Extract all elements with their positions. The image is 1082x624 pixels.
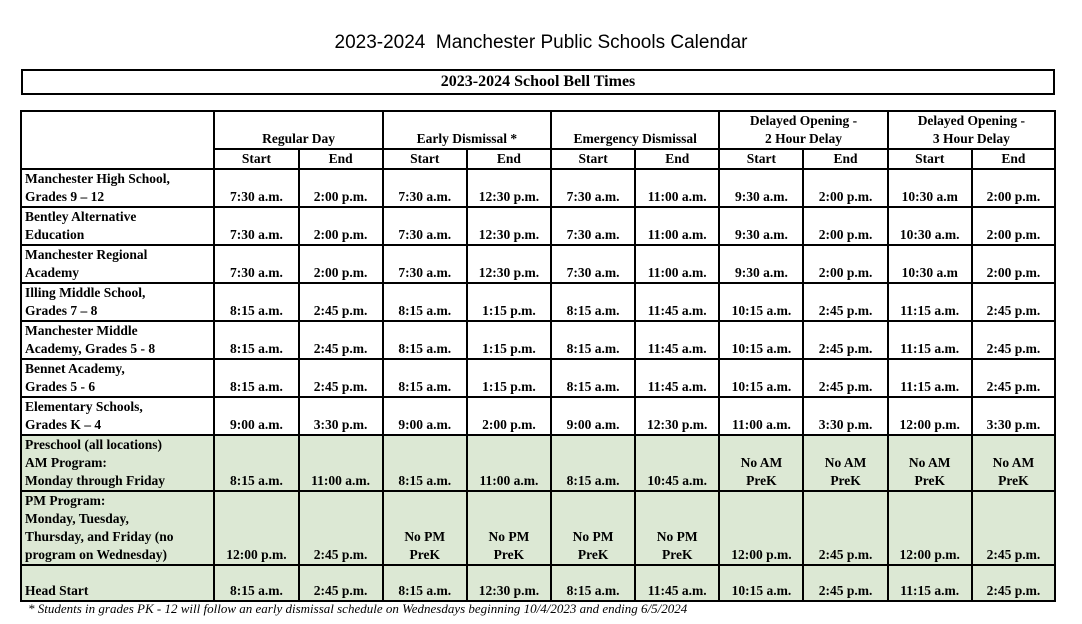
- start-time-cell: 8:15 a.m.: [214, 321, 298, 359]
- start-header: Start: [719, 149, 803, 169]
- end-time-cell: 3:30 p.m.: [299, 397, 383, 435]
- start-time-cell: 10:30 a.m.: [888, 207, 972, 245]
- table-row: [21, 169, 1055, 207]
- end-header: End: [635, 149, 719, 169]
- start-time-cell: 7:30 a.m.: [551, 245, 635, 283]
- table-row: [21, 245, 1055, 283]
- end-time-cell: 2:00 p.m.: [972, 169, 1055, 207]
- bell-times-table: [20, 110, 1056, 602]
- end-time-cell: 12:30 p.m.: [467, 207, 551, 245]
- end-time-cell: 12:30 p.m.: [467, 565, 551, 601]
- group-title-line1: [218, 112, 378, 130]
- column-group-header: [888, 111, 1055, 149]
- group-title-line2: Early Dismissal *: [416, 131, 518, 146]
- end-time-cell: No PM PreK: [635, 491, 719, 565]
- end-time-cell: 2:45 p.m.: [803, 565, 887, 601]
- start-time-cell: 12:00 p.m.: [888, 491, 972, 565]
- end-header: End: [972, 149, 1055, 169]
- school-label-line: Grades 7 – 8: [25, 303, 98, 318]
- school-label-line: AM Program:: [25, 455, 107, 470]
- start-time-cell: 11:00 a.m.: [719, 397, 803, 435]
- start-time-cell: 11:15 a.m.: [888, 283, 972, 321]
- table-row: [21, 207, 1055, 245]
- start-time-cell: 12:00 p.m.: [888, 397, 972, 435]
- school-label-line: Grades 5 - 6: [25, 379, 96, 394]
- start-header: Start: [383, 149, 467, 169]
- school-label: [21, 435, 214, 491]
- start-time-cell: 9:30 a.m.: [719, 207, 803, 245]
- end-time-cell: 12:30 p.m.: [635, 397, 719, 435]
- group-title-line1: [555, 112, 715, 130]
- school-label-line: Illing Middle School,: [25, 285, 146, 300]
- end-time-cell: 2:45 p.m.: [299, 283, 383, 321]
- end-time-cell: 2:45 p.m.: [299, 565, 383, 601]
- start-time-cell: 7:30 a.m.: [383, 245, 467, 283]
- header-corner: [21, 111, 214, 169]
- end-time-cell: 2:00 p.m.: [299, 207, 383, 245]
- end-time-cell: 2:45 p.m.: [803, 283, 887, 321]
- start-time-cell: 10:30 a.m: [888, 245, 972, 283]
- school-label: [21, 245, 214, 283]
- start-time-cell: 11:15 a.m.: [888, 565, 972, 601]
- table-row: [21, 283, 1055, 321]
- start-time-cell: 9:30 a.m.: [719, 245, 803, 283]
- school-label-line: program on Wednesday): [25, 547, 168, 562]
- end-time-cell: 11:00 a.m.: [635, 245, 719, 283]
- end-time-cell: 1:15 p.m.: [467, 321, 551, 359]
- group-title-line2: 2 Hour Delay: [764, 131, 842, 146]
- end-time-cell: 2:45 p.m.: [972, 321, 1055, 359]
- end-time-cell: 2:00 p.m.: [972, 207, 1055, 245]
- start-header: Start: [214, 149, 298, 169]
- start-time-cell: No AM PreK: [719, 435, 803, 491]
- end-time-cell: 12:30 p.m.: [467, 169, 551, 207]
- school-label-line: Grades 9 – 12: [25, 189, 105, 204]
- start-header: Start: [888, 149, 972, 169]
- end-time-cell: 2:45 p.m.: [299, 321, 383, 359]
- school-label-line: Academy: [25, 265, 79, 280]
- school-label-line: PM Program:: [25, 493, 106, 508]
- end-time-cell: 2:00 p.m.: [803, 207, 887, 245]
- start-header: Start: [551, 149, 635, 169]
- school-label-line: Head Start: [25, 583, 89, 598]
- group-title-line1: [387, 112, 547, 130]
- group-title-line2: Regular Day: [262, 131, 335, 146]
- end-time-cell: 2:00 p.m.: [299, 169, 383, 207]
- table-row: [21, 435, 1055, 491]
- school-label: [21, 397, 214, 435]
- start-time-cell: 12:00 p.m.: [214, 491, 298, 565]
- group-title-line1: Delayed Opening -: [749, 113, 858, 128]
- table-row: [21, 359, 1055, 397]
- school-label-line: Grades K – 4: [25, 417, 102, 432]
- start-time-cell: 7:30 a.m.: [214, 207, 298, 245]
- end-time-cell: 2:00 p.m.: [803, 245, 887, 283]
- school-label-line: Bennet Academy,: [25, 361, 125, 376]
- end-time-cell: 1:15 p.m.: [467, 359, 551, 397]
- end-time-cell: 2:45 p.m.: [972, 283, 1055, 321]
- end-time-cell: 11:00 a.m.: [635, 169, 719, 207]
- school-label-line: Elementary Schools,: [25, 399, 143, 414]
- school-label-line: Monday through Friday: [25, 473, 166, 488]
- end-time-cell: 3:30 p.m.: [803, 397, 887, 435]
- column-group-header: [383, 111, 551, 149]
- table-row: [21, 565, 1055, 601]
- end-time-cell: 2:45 p.m.: [972, 359, 1055, 397]
- start-time-cell: 9:00 a.m.: [551, 397, 635, 435]
- school-label: [21, 359, 214, 397]
- school-label-line: Bentley Alternative: [25, 209, 137, 224]
- table-row: [21, 397, 1055, 435]
- start-time-cell: 7:30 a.m.: [551, 207, 635, 245]
- start-time-cell: 11:15 a.m.: [888, 359, 972, 397]
- school-label: [21, 207, 214, 245]
- end-time-cell: 1:15 p.m.: [467, 283, 551, 321]
- start-time-cell: 8:15 a.m.: [551, 321, 635, 359]
- end-time-cell: No PM PreK: [467, 491, 551, 565]
- start-time-cell: 11:15 a.m.: [888, 321, 972, 359]
- school-label-line: Academy, Grades 5 - 8: [25, 341, 156, 356]
- start-time-cell: 8:15 a.m.: [551, 359, 635, 397]
- end-time-cell: 2:00 p.m.: [803, 169, 887, 207]
- end-time-cell: 11:00 a.m.: [299, 435, 383, 491]
- end-time-cell: 2:45 p.m.: [972, 565, 1055, 601]
- end-time-cell: 11:45 a.m.: [635, 321, 719, 359]
- column-group-header: [551, 111, 719, 149]
- end-time-cell: No AM PreK: [972, 435, 1055, 491]
- end-time-cell: 2:45 p.m.: [803, 321, 887, 359]
- school-label: [21, 321, 214, 359]
- start-time-cell: No PM PreK: [383, 491, 467, 565]
- end-time-cell: 11:45 a.m.: [635, 565, 719, 601]
- end-time-cell: 12:30 p.m.: [467, 245, 551, 283]
- end-time-cell: 11:45 a.m.: [635, 359, 719, 397]
- start-time-cell: 8:15 a.m.: [383, 321, 467, 359]
- start-time-cell: 10:15 a.m.: [719, 359, 803, 397]
- start-time-cell: 8:15 a.m.: [214, 359, 298, 397]
- start-time-cell: 10:15 a.m.: [719, 565, 803, 601]
- end-time-cell: 2:45 p.m.: [299, 491, 383, 565]
- end-time-cell: 2:45 p.m.: [299, 359, 383, 397]
- start-time-cell: 8:15 a.m.: [214, 283, 298, 321]
- column-group-header: [214, 111, 382, 149]
- end-header: End: [803, 149, 887, 169]
- school-label-line: Education: [25, 227, 85, 242]
- start-time-cell: 7:30 a.m.: [383, 169, 467, 207]
- start-time-cell: 8:15 a.m.: [214, 435, 298, 491]
- start-time-cell: 8:15 a.m.: [383, 283, 467, 321]
- end-time-cell: 2:00 p.m.: [299, 245, 383, 283]
- end-header: End: [299, 149, 383, 169]
- start-time-cell: 8:15 a.m.: [214, 565, 298, 601]
- start-time-cell: 10:15 a.m.: [719, 321, 803, 359]
- start-time-cell: 9:00 a.m.: [383, 397, 467, 435]
- end-time-cell: 2:45 p.m.: [972, 491, 1055, 565]
- end-time-cell: 10:45 a.m.: [635, 435, 719, 491]
- footnote: * Students in grades PK - 12 will follow an early dismissal schedule on Wednesdays beginning 10/4/2023 and ending 6/5/2024: [28, 601, 688, 616]
- school-label: [21, 491, 214, 565]
- table-title: 2023-2024 School Bell Times: [21, 69, 1055, 95]
- page-title: 2023-2024 Manchester Public Schools Calendar: [334, 32, 748, 53]
- start-time-cell: 10:30 a.m: [888, 169, 972, 207]
- start-time-cell: 7:30 a.m.: [214, 245, 298, 283]
- start-time-cell: No AM PreK: [888, 435, 972, 491]
- table-row: [21, 321, 1055, 359]
- start-time-cell: 7:30 a.m.: [551, 169, 635, 207]
- school-label: [21, 283, 214, 321]
- start-time-cell: 8:15 a.m.: [551, 435, 635, 491]
- end-time-cell: 2:00 p.m.: [467, 397, 551, 435]
- end-time-cell: 2:45 p.m.: [803, 491, 887, 565]
- column-group-header: [719, 111, 887, 149]
- start-time-cell: 7:30 a.m.: [383, 207, 467, 245]
- end-time-cell: 11:45 a.m.: [635, 283, 719, 321]
- school-label-line: Manchester Regional: [25, 247, 148, 262]
- start-time-cell: 12:00 p.m.: [719, 491, 803, 565]
- school-label-line: Preschool (all locations): [25, 437, 162, 452]
- end-time-cell: 2:00 p.m.: [972, 245, 1055, 283]
- header-row: [21, 111, 1055, 149]
- end-time-cell: 2:45 p.m.: [803, 359, 887, 397]
- group-title-line1: Delayed Opening -: [917, 113, 1025, 128]
- start-time-cell: 8:15 a.m.: [383, 359, 467, 397]
- start-time-cell: 8:15 a.m.: [383, 435, 467, 491]
- end-time-cell: No AM PreK: [803, 435, 887, 491]
- group-title-line2: 3 Hour Delay: [932, 131, 1010, 146]
- end-header: End: [467, 149, 551, 169]
- school-label-line: Monday, Tuesday,: [25, 511, 129, 526]
- start-time-cell: 7:30 a.m.: [214, 169, 298, 207]
- school-label: [21, 565, 214, 601]
- end-time-cell: 11:00 a.m.: [635, 207, 719, 245]
- start-time-cell: 8:15 a.m.: [383, 565, 467, 601]
- school-label-line: Manchester Middle: [25, 323, 138, 338]
- start-time-cell: 10:15 a.m.: [719, 283, 803, 321]
- start-time-cell: 8:15 a.m.: [551, 565, 635, 601]
- school-label-line: Manchester High School,: [25, 171, 170, 186]
- school-label: [21, 169, 214, 207]
- start-time-cell: No PM PreK: [551, 491, 635, 565]
- start-time-cell: 9:30 a.m.: [719, 169, 803, 207]
- end-time-cell: 3:30 p.m.: [972, 397, 1055, 435]
- start-time-cell: 8:15 a.m.: [551, 283, 635, 321]
- start-time-cell: 9:00 a.m.: [214, 397, 298, 435]
- school-label-line: Thursday, and Friday (no: [25, 529, 174, 544]
- group-title-line2: Emergency Dismissal: [573, 131, 697, 146]
- table-row: [21, 491, 1055, 565]
- end-time-cell: 11:00 a.m.: [467, 435, 551, 491]
